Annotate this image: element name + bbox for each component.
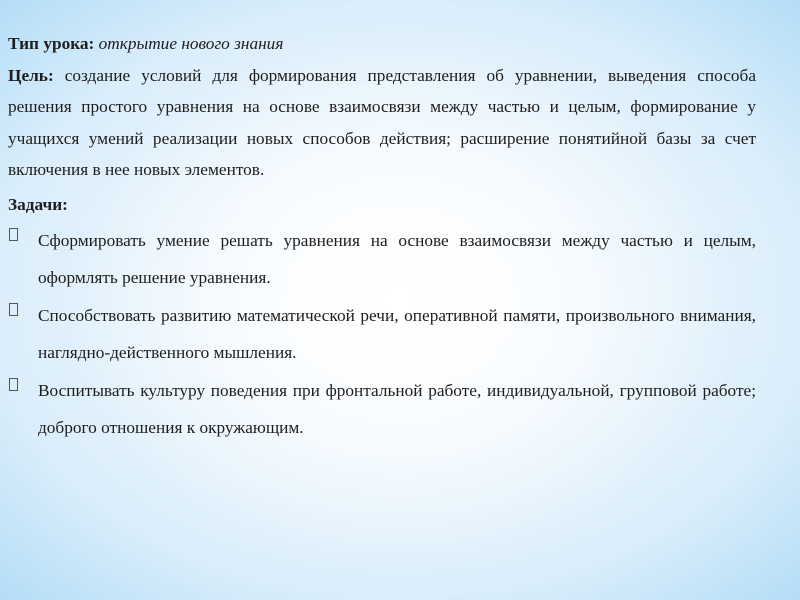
task-text: Способствовать развитию математической речи, оперативной памяти, произвольного внимания, наглядно-действенного мышления. (38, 305, 756, 362)
tasks-label: Задачи: (8, 194, 68, 214)
list-item (8, 372, 756, 447)
tasks-heading (8, 188, 756, 222)
lesson-type-value: открытие нового знания (98, 34, 284, 53)
list-item (8, 297, 756, 372)
task-text: Сформировать умение решать уравнения на основе взаимосвязи между частью и целым, оформлять решение уравнения. (38, 230, 756, 287)
task-list (8, 222, 756, 447)
bullet-box-icon (9, 222, 25, 260)
lesson-goal (8, 60, 756, 186)
lesson-goal-text: создание условий для формирования представления об уравнении, выведения способа решения простого уравнения на основе взаимосвязи между частью и целым, формирование у учащихся умений реализации новых способов действия; расширение понятийной базы за счет включения в нее новых элементов. (8, 65, 756, 179)
bullet-box-icon (9, 297, 25, 335)
list-item (8, 222, 756, 297)
slide-content (8, 28, 756, 447)
lesson-type-line (8, 28, 756, 60)
bullet-box-icon (9, 372, 25, 410)
lesson-goal-label: Цель: (8, 65, 54, 85)
task-text: Воспитывать культуру поведения при фронтальной работе, индивидуальной, групповой работе; доброго отношения к окружающим. (38, 380, 756, 437)
lesson-type-label: Тип урока: (8, 34, 95, 53)
